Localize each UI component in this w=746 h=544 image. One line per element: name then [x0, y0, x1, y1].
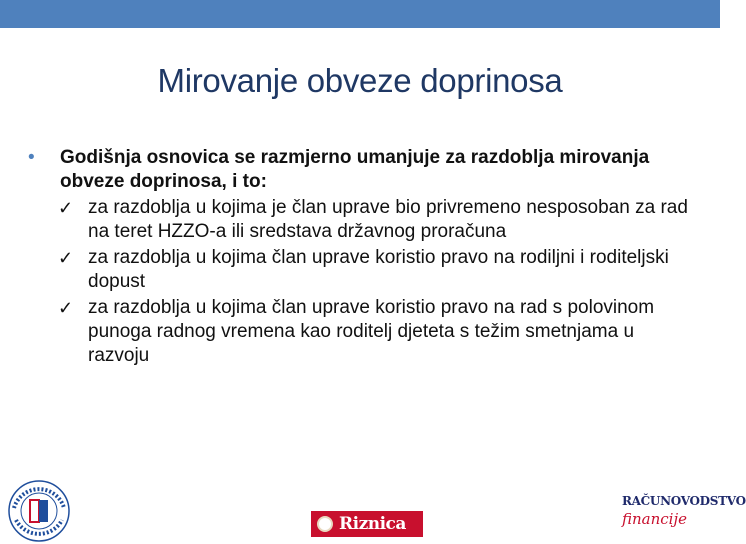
checkmark-icon: ✓: [58, 198, 74, 218]
racunovodstvo-financije-logo: [622, 494, 746, 540]
sub-item: [28, 196, 688, 244]
main-bullet-text: Godišnja osnovica se razmjerno umanjuje za razdoblja mirovanja obveze doprinosa, i to:: [60, 147, 650, 192]
bullet-dot-icon: •: [28, 147, 35, 168]
footer-logos: [0, 470, 746, 540]
checkmark-icon: ✓: [58, 298, 74, 318]
riznica-logo-text: Riznica: [339, 514, 406, 534]
financije-logo-text: financije: [622, 510, 687, 528]
riznica-seal-icon: [317, 516, 333, 532]
sub-item: [28, 246, 688, 294]
racunovodstvo-logo-text: RAČUNOVODSTVO: [622, 494, 746, 508]
checkmark-icon: ✓: [58, 248, 74, 268]
sub-item-text: za razdoblja u kojima je član uprave bio privremeno nesposoban za rad na teret HZZO-a ili sredstava državnog proračuna: [88, 197, 688, 242]
sub-item-text: za razdoblja u kojima član uprave koristio pravo na rodiljni i roditeljski dopust: [88, 247, 669, 292]
riznica-logo: [311, 511, 423, 537]
association-logo: [6, 478, 72, 544]
sub-item-text: za razdoblja u kojima član uprave koristio pravo na rad s polovinom punoga radnog vremena kao roditelj djeteta s težim smetnjama u razvoju: [88, 297, 655, 366]
main-bullet: [28, 146, 688, 194]
slide-title: Mirovanje obveze doprinosa: [157, 62, 563, 99]
top-accent-bar: [0, 0, 720, 28]
sub-item: [28, 296, 688, 368]
slide-content: [28, 146, 688, 368]
